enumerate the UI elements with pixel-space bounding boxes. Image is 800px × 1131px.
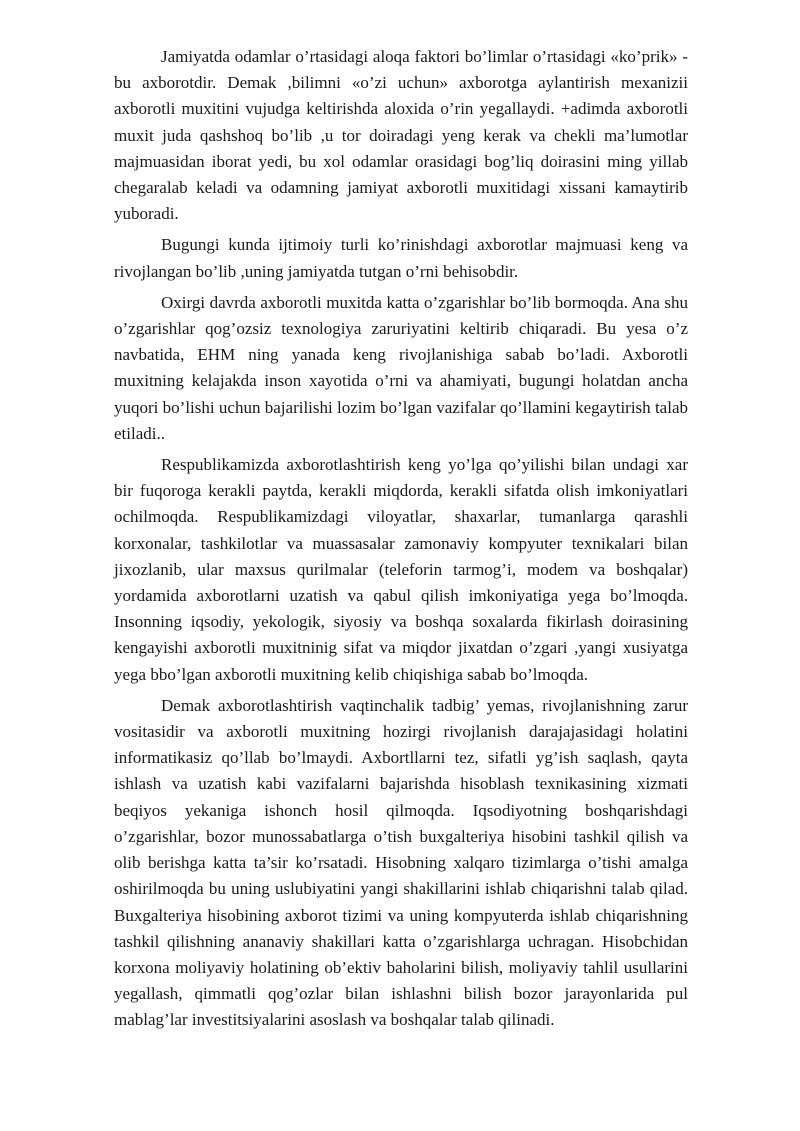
document-page bbox=[114, 44, 688, 1039]
paragraph-3: Oxirgi davrda axborotli muxitda katta o’zgarishlar bo’lib bormoqda. Ana shu o’zgarishlar qog’ozsiz texnologiya zaruriyatini keltirib chiqaradi. Bu yesa o’z navbatida, EHM ning yanada keng rivojlanishiga sabab bo’ladi. Axborotli muxitning kelajakda inson xayotida o’rni va ahamiyati, bugungi holatdan ancha yuqori bo’lishi uchun bajarilishi lozim bo’lgan vazifalar qo’llamini kegaytirish talab etiladi.. bbox=[114, 292, 688, 443]
paragraph-5: Demak axborotlashtirish vaqtinchalik tadbig’ yemas, rivojlanishning zarur vositasidir va axborotli muxitning hozirgi rivojlanish darajajasidagi holatini informatikasiz qo’llab bo’lmaydi. Axbortllarni tez, sifatli yg’ish saqlash, qayta ishlash va uzatish kabi vazifalarni bajarishda hisoblash texnikasining xizmati beqiyos yekaniga ishonch hosil qilmoqda. Iqsodiyotning boshqarishdagi o’zgarishlar, bozor munossabatlarga o’tish buxgalteriya hisobini tashkil qilish va olib berishga katta ta’sir ko’rsatadi. Hisobning xalqaro tizimlarga o’tishi amalga oshirilmoqda bu uning uslubiyatini yangi shakillarini ishlab chiqarishni talab qilad. Buxgalteriya hisobining axborot tizimi va uning kompyuterda ishlab chiqarishning tashkil qilishning ananaviy shakillari katta o’zgarishlarga uchragan. Hisobchidan korxona moliyaviy holatining ob’ektiv baholarini bilish, moliyaviy tahlil usullarini yegallash, qimmatli qog’ozlar bilan ishlashni bilish bozor jarayonlarida pul mablag’lar investitsiyalarini asoslash va boshqalar talab qilinadi. bbox=[114, 695, 688, 1030]
paragraph-4: Respublikamizda axborotlashtirish keng yo’lga qo’yilishi bilan undagi xar bir fuqoroga kerakli paytda, kerakli miqdorda, kerakli sifatda olish imkoniyatlari ochilmoqda. Respublikamizdagi viloyatlar, shaxarlar, tumanlarga qarashli korxonalar, tashkilotlar va muassasalar zamonaviy kompyuter texnikalari bilan jixozlanib, ular maxsus qurilmalar (teleforin tarmog’i, modem va boshqalar) yordamida axborotlarni uzatish va qabul qilish imkoniyatiga yega bo’lmoqda. Insonning iqsodiy, yekologik, siyosiy va boshqa soxalarda fikirlash doirasining kengayishi axborotli muxitninig sifat va miqdor jixatdan o’zgari ,yangi xusiyatga yega bbo’lgan axborotli muxitning kelib chiqishiga sabab bo’lmoqda. bbox=[114, 455, 688, 684]
paragraph-2: Bugungi kunda ijtimoiy turli ko’rinishdagi axborotlar majmuasi keng va rivojlangan bo’lib ,uning jamiyatda tutgan o’rni behisobdir. bbox=[114, 235, 688, 281]
paragraph-1: Jamiyatda odamlar o’rtasidagi aloqa faktori bo’limlar o’rtasidagi «ko’prik» - bu axborotdir. Demak ,bilimni «o’zi uchun» axborotga aylantirish mexanizii axborotli muxitini vujudga keltirishda aloxida o’rin yegallaydi. +adimda axborotli muxit juda qashshoq bo’lib ,u tor doiradagi yeng kerak va chekli ma’lumotlar majmuasidan iborat yedi, bu xol odamlar orasidagi bog’liq doirasini ming yillab chegaralab keladi va odamning jamiyat axborotli muxitidagi xissani kamaytirib yuboradi. bbox=[114, 47, 688, 224]
